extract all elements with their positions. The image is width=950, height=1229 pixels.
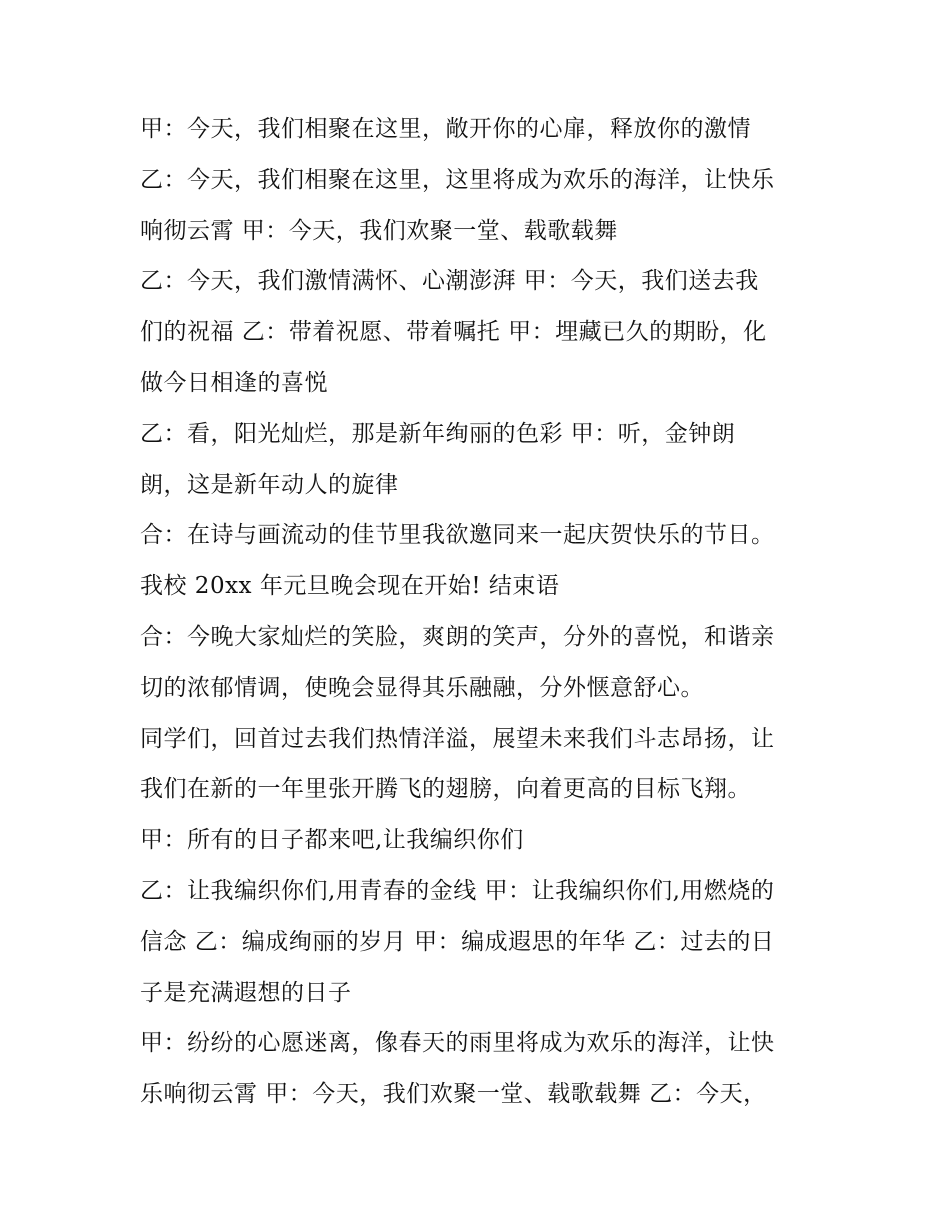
- document-body: [140, 104, 820, 1120]
- text-line: 乙：今天，我们相聚在这里，这里将成为欢乐的海洋，让快乐: [140, 166, 775, 193]
- text-line: 响彻云霄 甲：今天，我们欢聚一堂、载歌载舞: [140, 217, 618, 244]
- text-line: 做今日相逢的喜悦: [140, 369, 328, 396]
- text-line: 朗，这是新年动人的旋律: [140, 471, 399, 498]
- text-line: 切的浓郁情调，使晚会显得其乐融融，分外惬意舒心。: [140, 674, 704, 701]
- text-line: 我们在新的一年里张开腾飞的翅膀，向着更高的目标飞翔。: [140, 776, 751, 803]
- text-line: 甲：今天，我们相聚在这里，敞开你的心扉，释放你的激情: [140, 116, 751, 142]
- text-line: 我校 20xx 年元旦晚会现在开始! 结束语: [140, 573, 560, 600]
- text-line: 甲：所有的日子都来吧,让我编织你们: [140, 827, 524, 854]
- text-line: 子是充满遐想的日子: [140, 979, 352, 1006]
- text-line: 乙：看，阳光灿烂，那是新年绚丽的色彩 甲：听，金钟朗: [140, 420, 736, 447]
- text-line: 们的祝福 乙：带着祝愿、带着嘱托 甲：埋藏已久的期盼，化: [140, 319, 767, 346]
- text-line: 同学们，回首过去我们热情洋溢，展望未来我们斗志昂扬，让: [140, 725, 775, 752]
- text-line: 合：在诗与画流动的佳节里我欲邀同来一起庆贺快乐的节日。: [140, 522, 775, 549]
- text-line: 信念 乙：编成绚丽的岁月 甲：编成遐思的年华 乙：过去的日: [140, 928, 775, 955]
- text-line: 乙：今天，我们激情满怀、心潮澎湃 甲：今天，我们送去我: [140, 268, 759, 295]
- text-line: 甲：纷纷的心愿迷离，像春天的雨里将成为欢乐的海洋，让快: [140, 1030, 775, 1057]
- text-line: 乙：让我编织你们,用青春的金线 甲：让我编织你们,用燃烧的: [140, 877, 775, 904]
- text-line: 乐响彻云霄 甲：今天，我们欢聚一堂、载歌载舞 乙：今天，: [140, 1081, 767, 1108]
- text-line: 合：今晚大家灿烂的笑脸，爽朗的笑声，分外的喜悦，和谐亲: [140, 623, 775, 650]
